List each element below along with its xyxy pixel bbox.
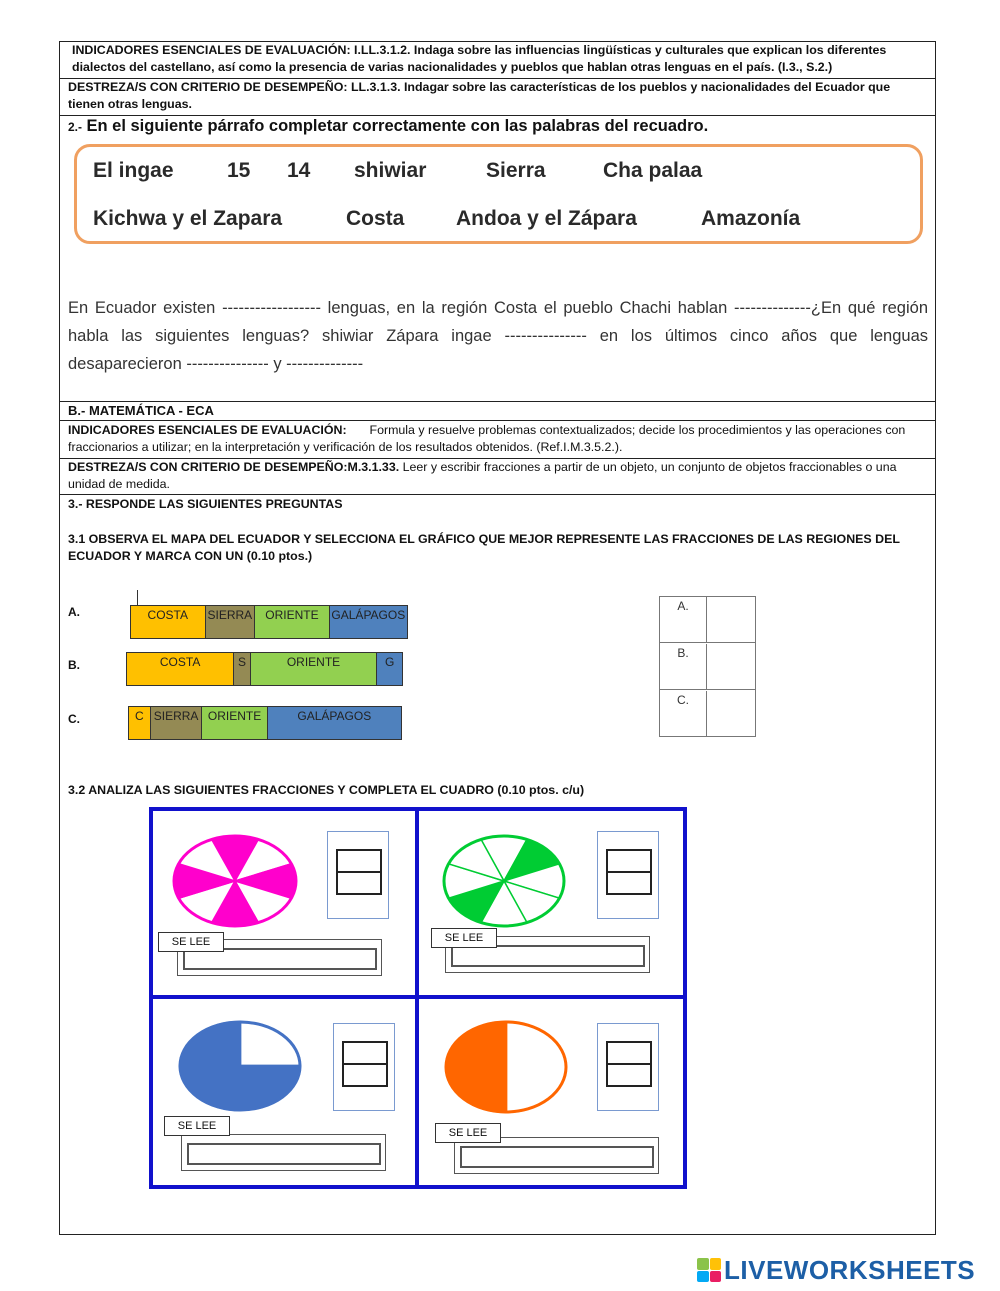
word-bank-item: 14 [287, 159, 311, 182]
pie-slice [506, 1022, 566, 1112]
se-lee-input[interactable] [187, 1143, 381, 1165]
answer-row-label: A. [660, 597, 707, 642]
numerator-input[interactable] [338, 851, 380, 870]
fraction-panel-2 [415, 807, 687, 999]
answer-cell-b[interactable] [708, 644, 755, 689]
fraction-panel-1 [149, 807, 419, 999]
numerator-input[interactable] [608, 1043, 650, 1062]
answer-cell-a[interactable] [708, 597, 755, 642]
word-bank-item: shiwiar [354, 159, 427, 182]
se-lee-label: SE LEE [431, 928, 497, 948]
tick-mark [137, 590, 138, 606]
se-lee-label: SE LEE [164, 1116, 230, 1136]
option-label-a: A. [68, 605, 80, 619]
word-bank-item: Costa [346, 207, 405, 230]
word-bank [74, 144, 923, 244]
bar-segment: C [129, 707, 151, 739]
bar-segment: GALÁPAGOS [330, 606, 407, 638]
bar-segment: ORIENTE [255, 606, 330, 638]
denominator-input[interactable] [344, 1065, 386, 1085]
word-bank-item: 15 [227, 159, 251, 182]
indicadores-lengua: INDICADORES ESENCIALES DE EVALUACIÓN: I.LL.3.1.2. Indaga sobre las influencias lingüísticas y culturales que explican los diferentes dialectos del castellano, así como la presencia de varias nacionalidades y pueblos que hablan otras lenguas en el país. (I.3., S.2.) [72, 43, 887, 74]
bar-segment: COSTA [131, 606, 206, 638]
fraction-circle-2 [441, 833, 567, 929]
bar-segment: G [377, 653, 402, 685]
destreza-text: Leer y escribir fracciones a partir de un objeto, un conjunto de objetos fraccionables o una unidad de medida. [68, 460, 897, 491]
bar-segment: S [234, 653, 251, 685]
answer-row-b [660, 644, 755, 690]
bar-segment: GALÁPAGOS [268, 707, 401, 739]
fraction-panel-3 [149, 995, 419, 1189]
logo-text: LIVEWORKSHEETS [724, 1254, 976, 1285]
destreza-matematica [68, 459, 930, 493]
answer-row-label: B. [660, 644, 707, 689]
logo-mark-icon [697, 1258, 721, 1282]
fraction-answer-box [333, 1023, 395, 1111]
liveworksheets-logo [697, 1255, 975, 1285]
question-2-heading [68, 117, 708, 136]
answer-row-label: C. [660, 691, 707, 737]
option-label-b: B. [68, 658, 80, 672]
se-lee-label: SE LEE [158, 932, 224, 952]
divider [59, 494, 936, 495]
word-bank-item: El ingae [93, 159, 174, 182]
word-bank-item: Amazonía [701, 207, 801, 230]
numerator-input[interactable] [344, 1043, 386, 1062]
fraction-answer-box [597, 831, 659, 919]
indicadores-text: Formula y resuelve problemas contextualizados; decide los procedimientos y las operaciones con fraccionarios a utilizar; en la interpretación y verificación de los resultados obtenidos. (Ref.I.M.3.5.2.). [68, 423, 906, 454]
option-label-c: C. [68, 712, 80, 726]
denominator-input[interactable] [338, 873, 380, 893]
question-3-1-title: 3.1 OBSERVA EL MAPA DEL ECUADOR Y SELECCIONA EL GRÁFICO QUE MEJOR REPRESENTE LAS FRACCIONES DE LAS REGIONES DEL ECUADOR Y MARCA CON UN (0.10 ptos.) [68, 532, 900, 563]
pie-slice [446, 1022, 506, 1112]
fraction-circle-4 [443, 1019, 569, 1115]
question-number: 2.- [68, 120, 83, 134]
option-bar-c[interactable] [128, 706, 402, 740]
denominator-input[interactable] [608, 873, 650, 893]
destreza-label: DESTREZA/S CON CRITERIO DE DESEMPEÑO:M.3.1.33. [68, 460, 400, 474]
answer-cell-c[interactable] [708, 691, 755, 737]
answer-row-c [660, 691, 755, 737]
word-bank-item: Sierra [486, 159, 546, 182]
bar-segment: ORIENTE [202, 707, 267, 739]
answer-grid [659, 596, 756, 737]
option-bar-b[interactable] [126, 652, 403, 686]
fraction-answer-box [597, 1023, 659, 1111]
question-text: En el siguiente párrafo completar correctamente con las palabras del recuadro. [86, 117, 709, 135]
se-lee-label: SE LEE [435, 1123, 501, 1143]
fill-in-paragraph: En Ecuador existen ------------------ lenguas, en la región Costa el pueblo Chachi hablan --------------¿En qué región habla las siguientes lenguas? shiwiar Zápara ingae --------------- en los últimos cinco años que lenguas desaparecieron --------------- y -------------- [68, 299, 928, 373]
bar-segment: ORIENTE [251, 653, 378, 685]
bar-segment: SIERRA [151, 707, 203, 739]
numerator-input[interactable] [608, 851, 650, 870]
question-3-title: 3.- RESPONDE LAS SIGUIENTES PREGUNTAS [68, 497, 343, 511]
divider [59, 115, 936, 116]
bar-segment: COSTA [127, 653, 234, 685]
fraction-panel-4 [415, 995, 687, 1189]
indicadores-label: INDICADORES ESENCIALES DE EVALUACIÓN: [68, 423, 347, 437]
word-bank-item: Cha palaa [603, 159, 703, 182]
divider [59, 420, 936, 421]
question-3-2-title: 3.2 ANALIZA LAS SIGUIENTES FRACCIONES Y COMPLETA EL CUADRO (0.10 ptos. c/u) [68, 783, 585, 797]
word-bank-item: Andoa y el Zápara [456, 207, 637, 230]
indicadores-matematica [68, 422, 930, 456]
se-lee-field [181, 1134, 386, 1171]
answer-row-a [660, 597, 755, 643]
se-lee-input[interactable] [451, 945, 645, 967]
se-lee-input[interactable] [460, 1146, 654, 1168]
denominator-input[interactable] [608, 1065, 650, 1085]
bar-segment: SIERRA [206, 606, 256, 638]
destreza-lengua: DESTREZA/S CON CRITERIO DE DESEMPEÑO: LL.3.1.3. Indagar sobre las características de los pueblos y nacionalidades del Ecuador que tienen otras lenguas. [68, 80, 891, 111]
fraction-answer-box [327, 831, 389, 919]
section-title-matematica: B.- MATEMÁTICA - ECA [68, 403, 214, 418]
option-bar-a[interactable] [130, 605, 408, 639]
word-bank-item: Kichwa y el Zapara [93, 207, 283, 230]
fraction-circle-1 [171, 833, 299, 929]
fraction-circle-3 [177, 1019, 303, 1113]
